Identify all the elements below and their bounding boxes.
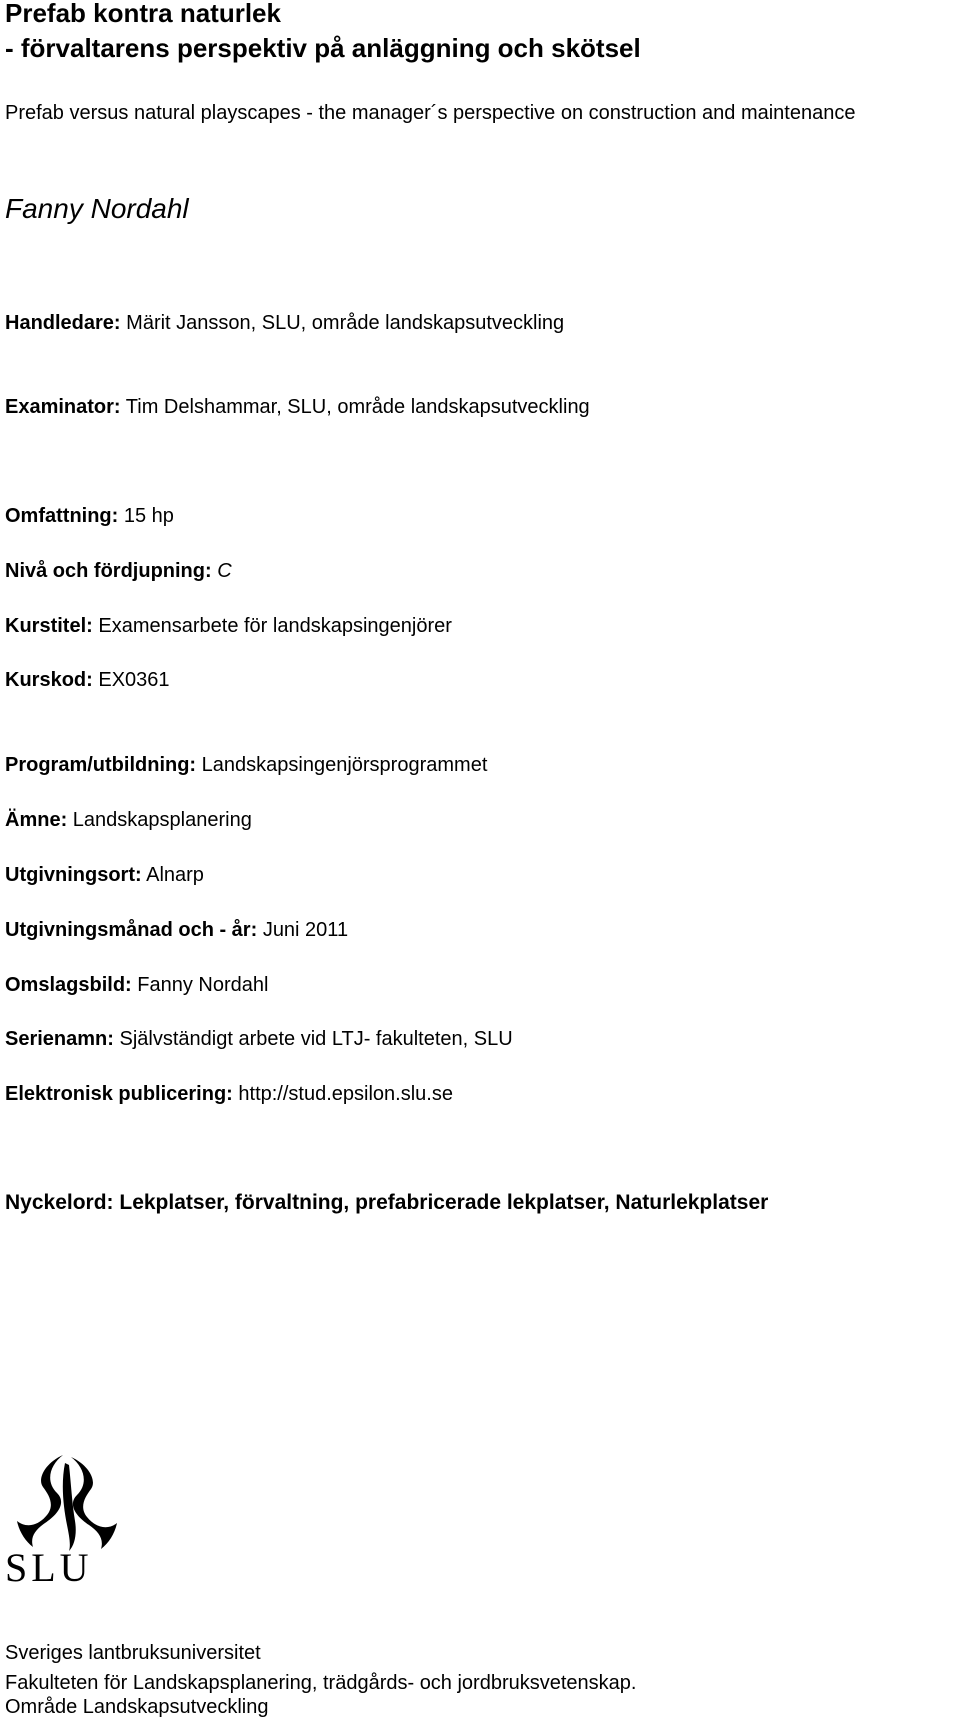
field-value: 15 hp bbox=[123, 505, 174, 527]
field-amne bbox=[5, 809, 252, 832]
slu-leaf-logo-icon bbox=[5, 1453, 145, 1585]
title-line-1: Prefab kontra naturlek bbox=[5, 0, 281, 28]
field-label: Program/utbildning: bbox=[5, 754, 197, 776]
field-niva bbox=[5, 560, 232, 583]
field-label: Examinator: bbox=[5, 396, 121, 418]
field-omslagsbild bbox=[5, 974, 268, 997]
field-value: Landskapsingenjörsprogrammet bbox=[201, 754, 488, 776]
field-label: Utgivningsmånad och - år: bbox=[5, 919, 258, 941]
field-value: Märit Jansson, SLU, område landskapsutveckling bbox=[126, 312, 565, 334]
english-title: Prefab versus natural playscapes - the manager´s perspective on construction and maintenance bbox=[5, 102, 856, 124]
faculty-name: Fakulteten för Landskapsplanering, trädgårds- och jordbruksvetenskap. bbox=[5, 1672, 637, 1694]
field-label: Elektronisk publicering: bbox=[5, 1083, 233, 1105]
field-label: Kurskod: bbox=[5, 669, 93, 691]
field-value: C bbox=[217, 560, 232, 582]
logo-text: SLU bbox=[5, 1545, 93, 1585]
field-label: Handledare: bbox=[5, 312, 121, 334]
field-kurskod bbox=[5, 669, 170, 692]
field-label: Serienamn: bbox=[5, 1028, 114, 1050]
field-examinator bbox=[5, 396, 590, 419]
field-url[interactable]: http://stud.epsilon.slu.se bbox=[238, 1083, 453, 1105]
field-value: Tim Delshammar, SLU, område landskapsutveckling bbox=[125, 396, 590, 418]
department-name: Område Landskapsutveckling bbox=[5, 1696, 269, 1718]
title-line-2: - förvaltarens perspektiv på anläggning och skötsel bbox=[5, 33, 641, 63]
field-program bbox=[5, 754, 487, 777]
field-value: Fanny Nordahl bbox=[137, 974, 269, 996]
field-value: Landskapsplanering bbox=[72, 809, 252, 831]
field-label: Kurstitel: bbox=[5, 615, 93, 637]
field-label: Utgivningsort: bbox=[5, 864, 142, 886]
field-serienamn bbox=[5, 1028, 513, 1051]
field-handledare bbox=[5, 312, 564, 335]
field-value: Självständigt arbete vid LTJ- fakulteten, SLU bbox=[119, 1028, 513, 1050]
field-publicering bbox=[5, 1083, 453, 1106]
field-label: Omfattning: bbox=[5, 505, 119, 527]
keywords: Nyckelord: Lekplatser, förvaltning, prefabricerade lekplatser, Naturlekplatser bbox=[5, 1191, 769, 1214]
field-utgivningsmanad bbox=[5, 919, 348, 942]
field-utgivningsort bbox=[5, 864, 204, 887]
field-label: Nivå och fördjupning: bbox=[5, 560, 212, 582]
field-value: Alnarp bbox=[146, 864, 204, 886]
author-name: Fanny Nordahl bbox=[5, 193, 189, 224]
field-value: Juni 2011 bbox=[262, 919, 349, 941]
university-name: Sveriges lantbruksuniversitet bbox=[5, 1642, 261, 1664]
field-kurstitel bbox=[5, 615, 452, 638]
field-value: Examensarbete för landskapsingenjörer bbox=[98, 615, 452, 637]
field-label: Omslagsbild: bbox=[5, 974, 132, 996]
field-value: EX0361 bbox=[98, 669, 170, 691]
field-omfattning bbox=[5, 505, 174, 528]
field-label: Ämne: bbox=[5, 809, 68, 831]
